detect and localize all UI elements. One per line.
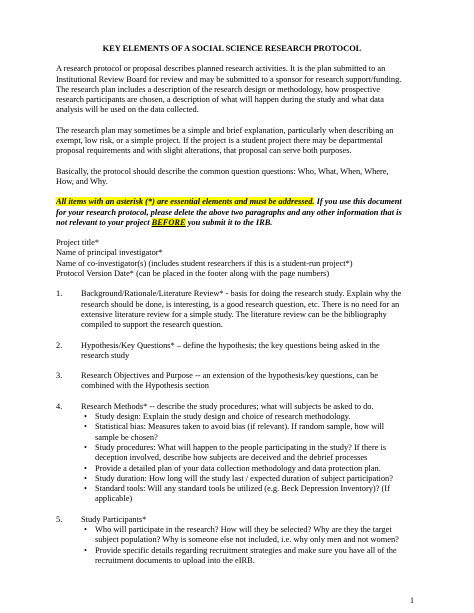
bullet-item [81,464,408,474]
bullet-item [81,525,408,546]
bullet-icon: • [84,463,87,473]
bullet-text: Provide a detailed plan of your data collection methodology and data protection plan. [95,463,381,473]
bullet-icon: • [84,442,87,452]
section-text: Background/Rationale/Literature Review* - basis for doing the research study. Explain why the research should be done, is interesting, is a good research question, etc. There is no need for an extensive literature review for a simple study. The literature review can be the bibliography compiled to support the research question. [81,289,402,330]
section-list [56,289,408,566]
section-text: Study Participants* [81,514,147,524]
bullet-icon: • [84,473,87,483]
field-version-date: Protocol Version Date* (can be placed in the footer along with the page numbers) [56,269,330,279]
notice-end: you submit it to the IRB. [185,217,273,227]
notice-before: BEFORE [151,217,186,227]
intro-paragraph-3: Basically, the protocol should describe the common question questions: Who, What, When, Where, How, and Why. [56,166,389,186]
section-number: 5. [56,514,63,524]
bullet-item [81,412,408,422]
section-bullets [81,412,408,505]
section-item [56,341,408,362]
section-bullets [81,525,408,566]
section-item [56,402,408,505]
notice-highlight: All items with an asterisk (*) are essential elements and must be addressed. [56,197,315,207]
bullet-item [81,422,408,443]
bullet-icon: • [84,545,87,555]
field-project-title: Project title* [56,238,100,248]
section-text: Research Methods* -- describe the study procedures; what will subjects be asked to do. [81,401,374,411]
intro-paragraph-1: A research protocol or proposal describes planned research activities. It is the plan submitted to an Institutional Review Board for review and may be submitted to a sponsor for research support/funding. The research plan includes a description of the research design or methodology, how prospective research participants are chosen, a description of what will happen during the study and what data analysis will be used on the data collected. [56,64,402,115]
bullet-text: Study design: Explain the study design and choice of research methodology. [95,412,351,422]
field-co-investigators: Name of co-investigator(s) (includes student researchers if this is a student-run project*) [56,258,353,268]
bullet-text: Statistical bias: Measures taken to avoid bias (if relevant). If random sample, how will sample be chosen? [95,422,385,442]
bullet-item [81,546,408,567]
field-principal-investigator: Name of principal investigator* [56,248,163,258]
section-item [56,371,408,392]
section-text: Hypothesis/Key Questions* – define the hypothesis; the key questions being asked in the research study [81,340,380,360]
protocol-fields [56,238,408,279]
section-item [56,289,408,330]
section-number: 4. [56,401,63,411]
asterisk-notice [56,197,408,228]
bullet-text: Provide specific details regarding recruitment strategies and make sure you have all of the recruitment documents to upload into the eIRB. [95,545,397,565]
bullet-text: Study duration: How long will the study last / expected duration of subject participation? [95,473,393,483]
intro-paragraph-2: The research plan may sometimes be a simple and brief explanation, particularly when describing an exempt, low risk, or a simple project. If the project is a student project there may be departmental proposal requirements and with slight alterations, that proposal can serve both purposes. [56,125,394,156]
bullet-item [81,474,408,484]
bullet-icon: • [84,524,87,534]
section-item [56,515,408,566]
bullet-text: Who will participate in the research? How will they be selected? Why are they the target subject population? Why is someone else not included, i.e. why only men and not women? [95,524,399,545]
notice-middle: If you use this document for your research protocol, please delete the above two paragraphs and any other information that is not relevant to your project [56,197,402,227]
bullet-icon: • [84,484,87,494]
bullet-text: Standard tools: Will any standard tools be utilized (e.g. Beck Depression Inventory)? (If applicable) [95,484,390,504]
section-number: 3. [56,371,63,381]
page-number: 1 [410,596,414,605]
bullet-icon: • [84,422,87,432]
bullet-icon: • [84,412,87,422]
section-number: 2. [56,340,63,350]
section-number: 1. [56,289,63,299]
document-title: KEY ELEMENTS OF A SOCIAL SCIENCE RESEARCH PROTOCOL [102,44,362,53]
bullet-text: Study procedures: What will happen to the people participating in the study? If there is deception involved, describe how subjects are deceived and the debrief processes [95,442,387,463]
bullet-item [81,443,408,464]
section-text: Research Objectives and Purpose -- an extension of the hypothesis/key questions, can be combined with the Hypothesis section [81,371,379,391]
bullet-item [81,484,408,505]
